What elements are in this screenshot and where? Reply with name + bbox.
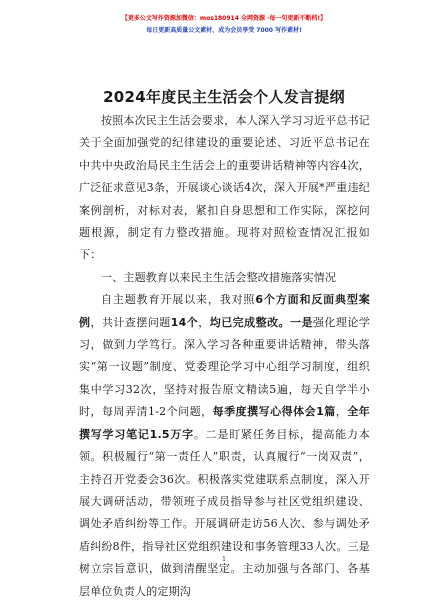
text-run: 自主题教育开展以来，我对照	[101, 293, 256, 307]
bold-run: 均已完成整改。一是	[209, 315, 313, 329]
bold-run: 每季度撰写心得体会1篇	[212, 405, 336, 419]
bold-run: 6个方面和反面典型案例	[79, 293, 370, 329]
document-title: 2024年度民主生活会个人发言提纲	[103, 88, 345, 106]
bold-run: 14个	[170, 315, 199, 329]
document-body	[79, 110, 370, 603]
intro-paragraph: 按照本次民主生活会要求，本人深入学习习近平总书记关于全面加强党的纪律建设的重要论述、习近平总书记在中共中央政治局民主生活会上的重要讲话精神等内容4次，广泛征求意见3条，开展谈心谈话4次，深入开展*严重违纪案例剖析，对标对表，紧扣自身思想和工作实际，深挖问题根源，制定有力整改措施。现将对照检查情况汇报如下：	[79, 114, 370, 262]
page-number: 1	[222, 556, 226, 563]
text-run: 。二是盯紧任务目标，提高能力本领。积极履行“第一责任人”职责，认真履行“一岗双责”，主持召开党委会36次。积极落实党建联系点制度，深入开展大调研活动，带领班子成员指导参与社区党组织建设、调处矛盾纠纷等工作。开展调研走访56人次、参与调处矛盾纠纷8件，指导社区党组织建设和事务管理33人次。三是树立宗旨意识，做到清醒坚定。主动加强与各部门、各基层单位负责人的定期沟	[79, 427, 371, 598]
promo-line-2: 每日更新高质量公文素材，成为会员享受 7000 写作素材!	[146, 27, 302, 34]
section-1-heading: 一、主题教育以来民主生活会整改措施落实情况	[101, 270, 337, 284]
text-run: ，	[335, 405, 348, 419]
bold-run: 全年撰写学习笔记1.5万字	[79, 405, 370, 441]
promo-line-1: 【更多公文写作资源加微信：mos180914 全网资源 ·每一句更新不断档!】	[121, 15, 327, 22]
text-run: ，共计查摆问题	[90, 315, 171, 329]
text-run: 强化理论学习，做到力学笃行。深入学习各种重要讲话精神，带头落实“第一议题”制度、党委理论学习中心组学习制度，组织集中学习32次，坚持对报告原文精读5遍，每天自学半小时，每周弄清1-2个问题，	[79, 315, 371, 419]
promo-banner	[0, 14, 448, 35]
text-run: ，	[198, 315, 210, 329]
